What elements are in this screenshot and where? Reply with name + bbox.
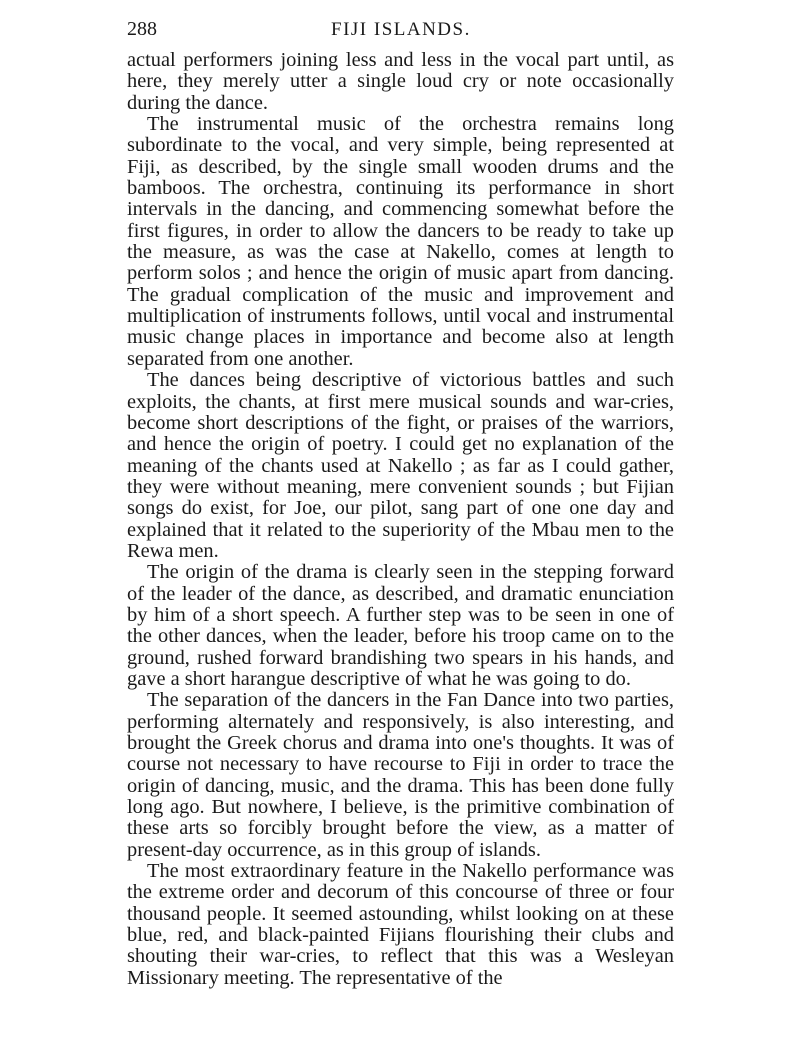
paragraph: The instrumental music of the orchestra remains long subordinate to the vocal, and very simple, being represented at Fiji, as described, by the single small wooden drums and the bamboos. The orchestra, continuing its performance in short intervals in the dancing, and commencing somewhat before the first figures, in order to allow the dancers to be ready to take up the measure, as was the case at Nakello, comes at length to perform solos ; and hence the origin of music apart from dancing. The gradual complication of the music and improvement and multiplication of instruments follows, until vocal and instrumental music change places in importance and become also at length separated from one another.	[127, 113, 674, 370]
paragraph: actual performers joining less and less in the vocal part until, as here, they merely utter a single loud cry or note occasionally during the dance.	[127, 49, 674, 114]
paragraph: The origin of the drama is clearly seen in the stepping forward of the leader of the dance, as described, and dramatic enunciation by him of a short speech. A further step was to be seen in one of the other dances, when the leader, before his troop came on to the ground, rushed forward brandishing two spears in his hands, and gave a short harangue descriptive of what he was going to do.	[127, 561, 674, 690]
page-header	[127, 18, 674, 50]
page-number: 288	[127, 18, 157, 40]
running-head: FIJI ISLANDS.	[331, 19, 471, 40]
paragraph: The separation of the dancers in the Fan Dance into two parties, performing alternately and responsively, is also interesting, and brought the Greek chorus and drama into one's thoughts. It was of course not necessary to have recourse to Fiji in order to trace the origin of dancing, music, and the drama. This has been done fully long ago. But nowhere, I believe, is the primitive combination of these arts so forcibly brought before the view, as a matter of present-day occurrence, as in this group of islands.	[127, 689, 674, 861]
paragraph: The dances being descriptive of victorious battles and such exploits, the chants, at first mere musical sounds and war-cries, become short descriptions of the fight, or praises of the warriors, and hence the origin of poetry. I could get no explanation of the meaning of the chants used at Nakello ; as far as I could gather, they were without meaning, mere convenient sounds ; but Fijian songs do exist, for Joe, our pilot, sang part of one one day and explained that it related to the superiority of the Mbau men to the Rewa men.	[127, 369, 674, 562]
paragraph: The most extraordinary feature in the Nakello performance was the extreme order and decorum of this concourse of three or four thousand people. It seemed astounding, whilst looking on at these blue, red, and black-painted Fijians flourishing their clubs and shouting their war-cries, to reflect that this was a Wesleyan Missionary meeting. The representative of the	[127, 860, 674, 989]
body-text	[127, 50, 674, 989]
